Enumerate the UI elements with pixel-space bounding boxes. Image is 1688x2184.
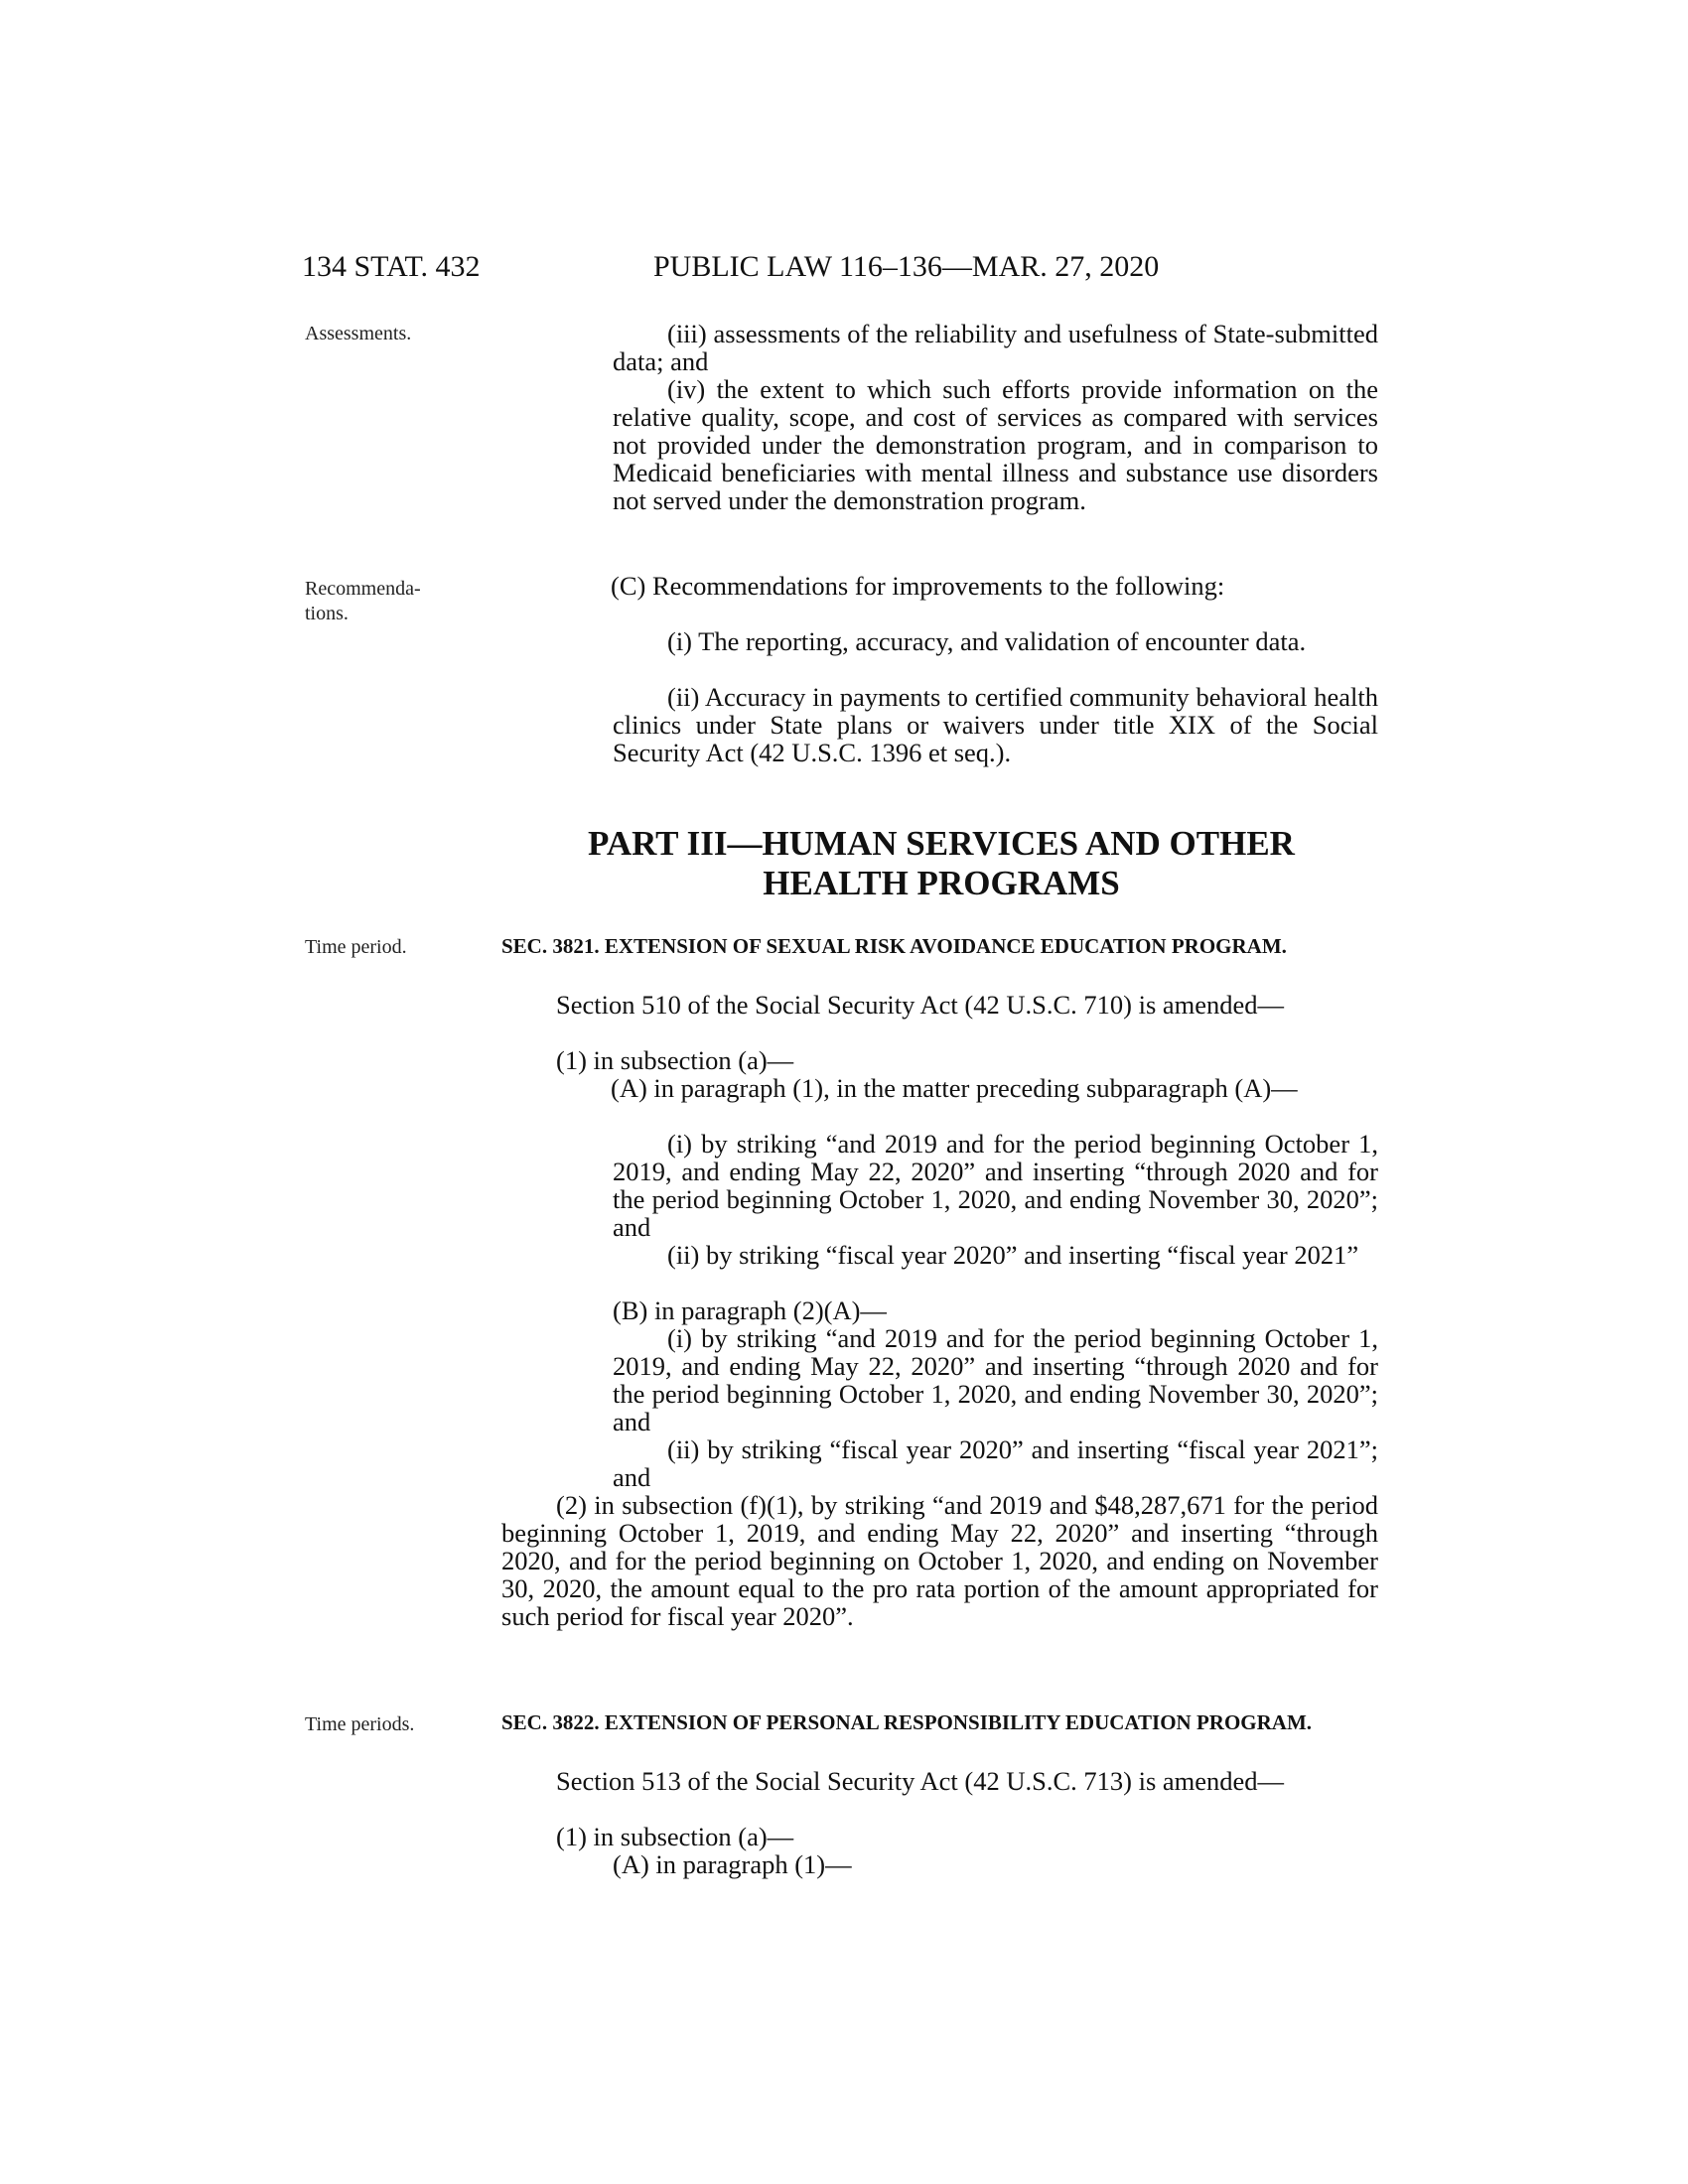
section-3821-item-1: (1) in subsection (a)— [556, 1045, 794, 1075]
section-3822-item-1: (1) in subsection (a)— [556, 1822, 794, 1851]
section-3821-heading [501, 933, 1378, 960]
margin-note-time-period: Time period. [305, 936, 407, 958]
part-heading-line2: HEALTH PROGRAMS [763, 864, 1120, 902]
margin-note-recommendations-line1: Recommenda- [305, 578, 421, 600]
part-heading-line1: PART III—HUMAN SERVICES AND OTHER [588, 824, 1295, 863]
section-3821-item-A: (A) in paragraph (1), in the matter preceding subparagraph (A)— [611, 1073, 1298, 1103]
section-3821-item-2: (2) in subsection (f)(1), by striking “and 2019 and $48,287,671 for the period beginning October 1, 2019, and ending May 22, 2020” and inserting “through 2020, and for the period beginning on October 1, 2020, and ending on November 30, 2020, the amount equal to the pro rata portion of the amount appropriated for such period for fiscal year 2020”. [501, 1490, 1378, 1631]
margin-note-assessments: Assessments. [305, 323, 412, 344]
paragraph-C-ii: (ii) Accuracy in payments to certified community behavioral health clinics under State plans or waivers under title XIX of the Social Security Act (42 U.S.C. 1396 et seq.). [613, 682, 1378, 767]
part-heading [504, 824, 1378, 903]
section-3821-intro: Section 510 of the Social Security Act (42 U.S.C. 710) is amended— [556, 990, 1285, 1020]
stat-page-number: 134 STAT. 432 [302, 250, 481, 283]
section-3821-item-B: (B) in paragraph (2)(A)— [613, 1296, 887, 1325]
paragraph-C-i: (i) The reporting, accuracy, and validation of encounter data. [667, 626, 1307, 656]
section-3822-item-A: (A) in paragraph (1)— [613, 1849, 852, 1879]
section-3822-intro: Section 513 of the Social Security Act (42 U.S.C. 713) is amended— [556, 1766, 1285, 1796]
section-3821-item-A-ii: (ii) by striking “fiscal year 2020” and inserting “fiscal year 2021” [667, 1240, 1359, 1270]
paragraph-iv: (iv) the extent to which such efforts provide information on the relative quality, scope, and cost of services as compared with services not provided under the demonstration program, and in comparison to Medicaid beneficiaries with mental illness and substance use disorders not served under the demonstration program. [613, 374, 1378, 515]
margin-note-time-periods: Time periods. [305, 1713, 415, 1735]
section-3821-item-A-i: (i) by striking “and 2019 and for the period beginning October 1, 2019, and ending May 22, 2020” and inserting “through 2020 and for the period beginning October 1, 2020, and ending November 30, 2020”; and [613, 1129, 1378, 1242]
paragraph-iii: (iii) assessments of the reliability and usefulness of State-submitted data; and [613, 319, 1378, 376]
section-3821-item-B-i: (i) by striking “and 2019 and for the period beginning October 1, 2019, and ending May 22, 2020” and inserting “through 2020 and for the period beginning October 1, 2020, and ending November 30, 2020”; and [613, 1323, 1378, 1436]
section-3822-title: SEC. 3822. EXTENSION OF PERSONAL RESPONSIBILITY EDUCATION PROGRAM. [501, 1710, 1313, 1734]
section-3821-item-B-ii: (ii) by striking “fiscal year 2020” and inserting “fiscal year 2021”; and [613, 1434, 1378, 1492]
section-3821-title: SEC. 3821. EXTENSION OF SEXUAL RISK AVOIDANCE EDUCATION PROGRAM. [501, 934, 1287, 958]
margin-note-recommendations-line2: tions. [305, 603, 349, 624]
section-3822-heading [501, 1709, 1378, 1736]
public-law-header: PUBLIC LAW 116–136—MAR. 27, 2020 [653, 250, 1160, 283]
paragraph-C: (C) Recommendations for improvements to the following: [611, 571, 1225, 601]
